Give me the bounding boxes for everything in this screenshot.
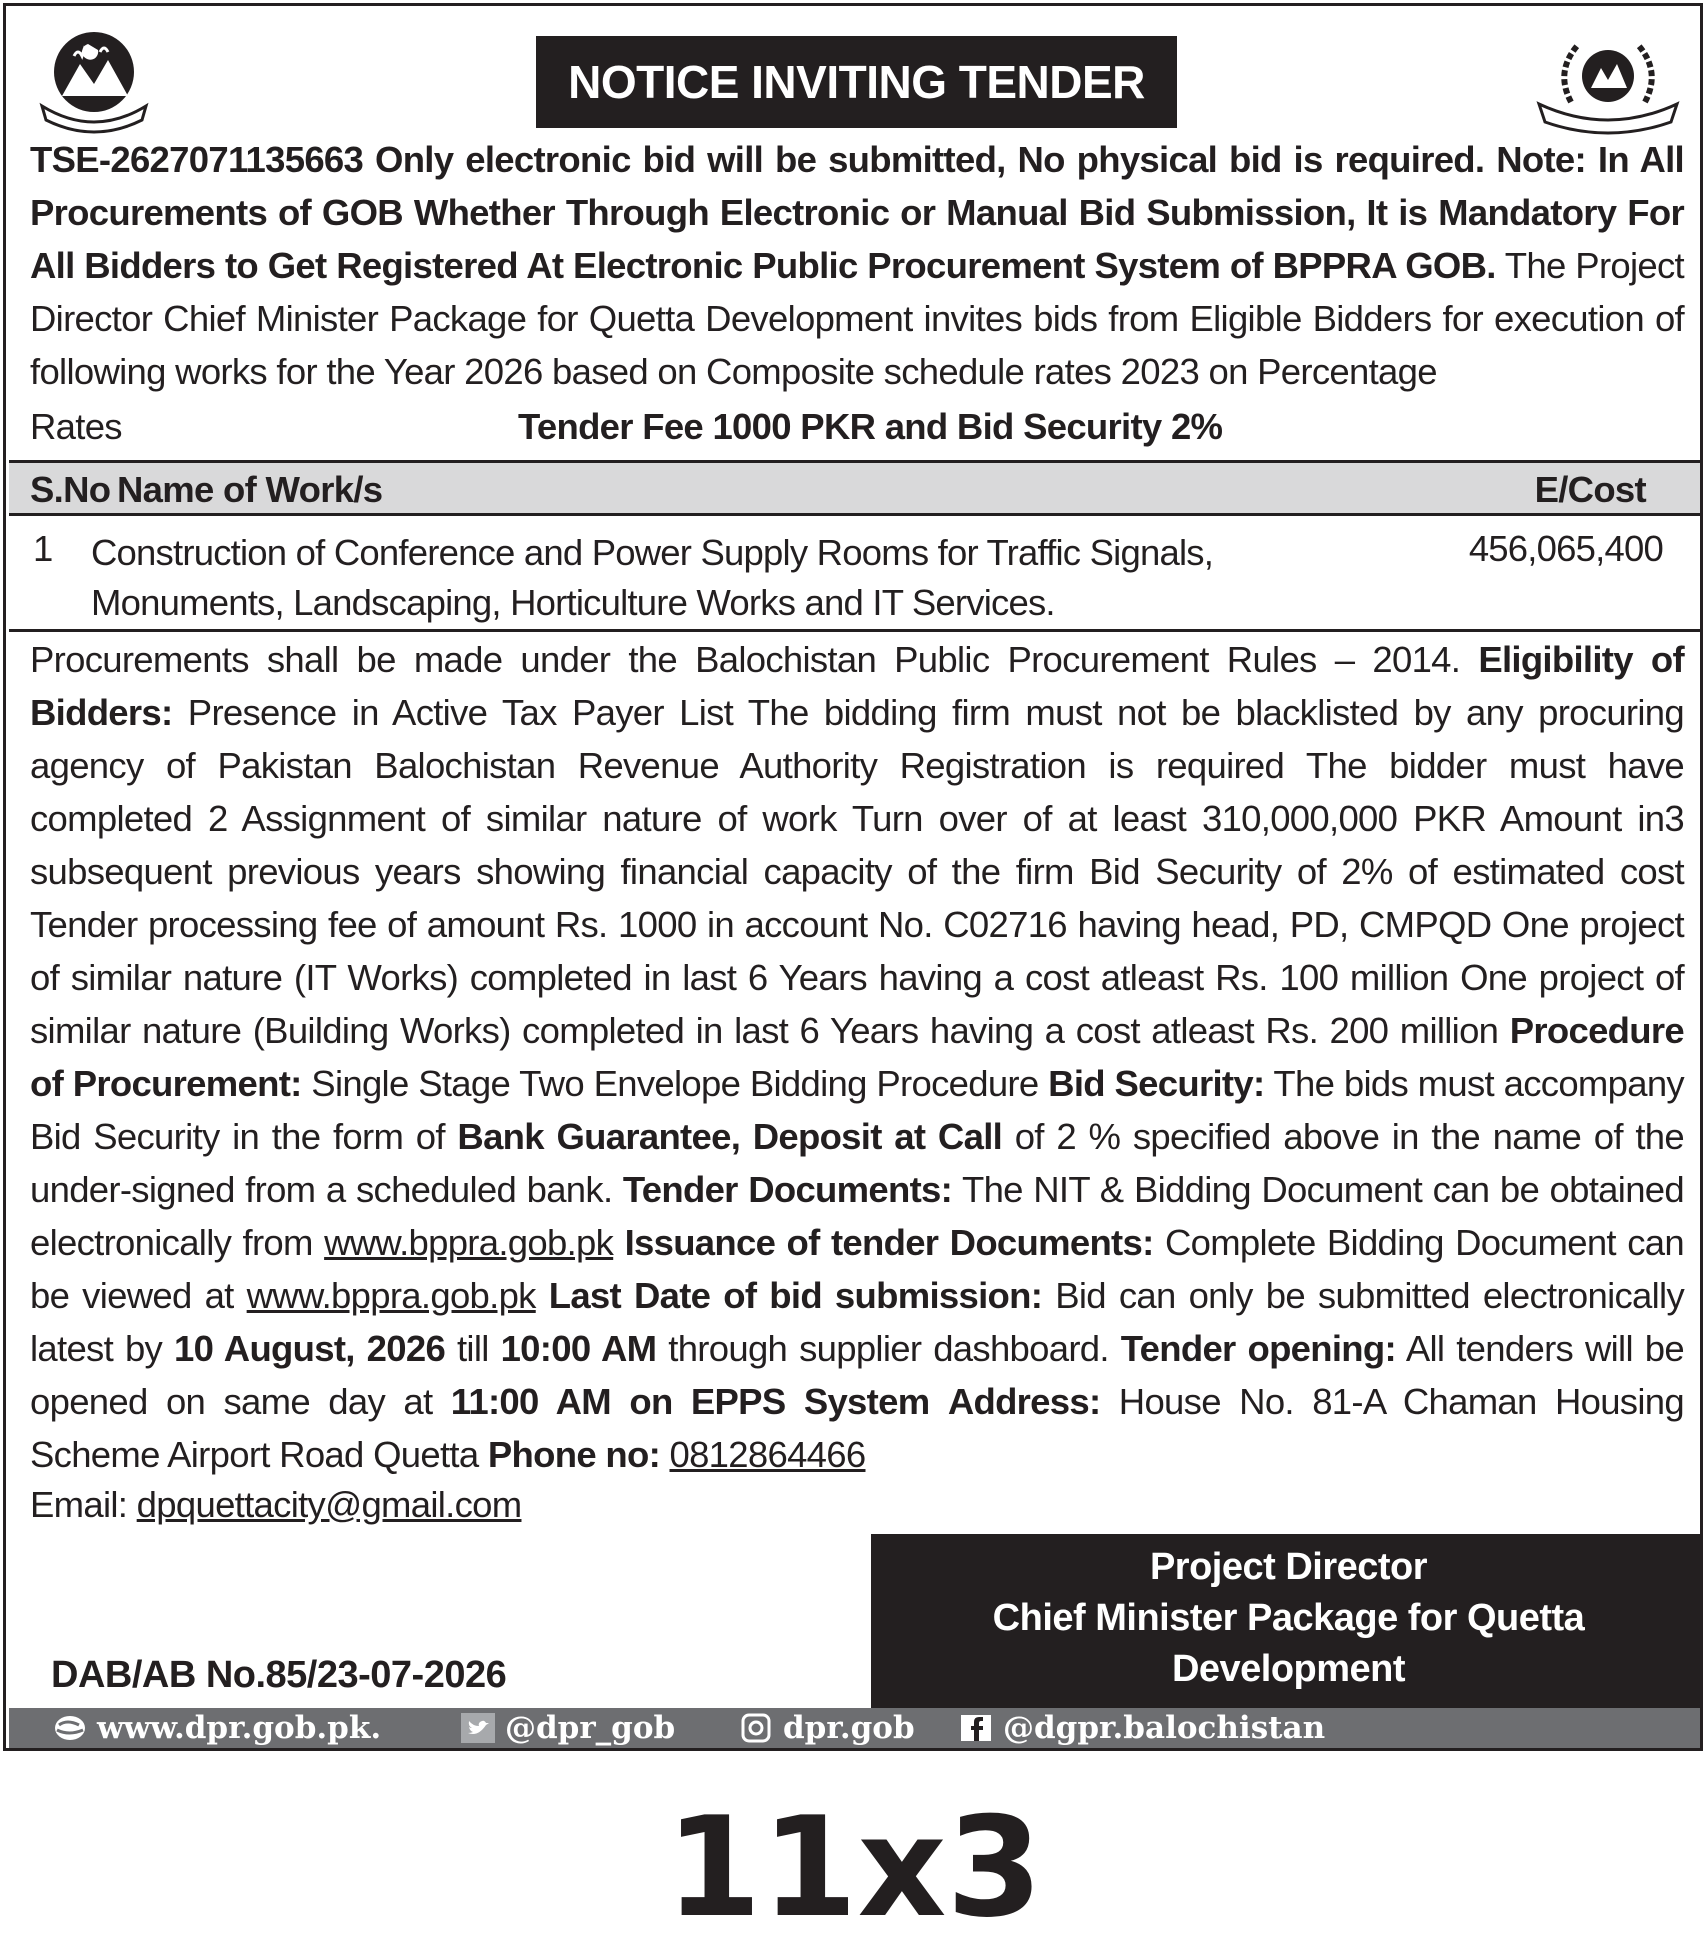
header-name-of-work: Name of Work/s (117, 469, 383, 510)
last-time: 10:00 AM (500, 1328, 657, 1369)
bid-security-text: The bids must accompany Bid Security in the form of (30, 1063, 1684, 1157)
facebook-icon (959, 1713, 993, 1743)
intro-paragraph (30, 133, 1684, 398)
rates-word: Rates (30, 406, 122, 447)
eligibility-text: Presence in Active Tax Payer List The bidding firm must not be blacklisted by any procuring agency of Pakistan Balochistan Revenue Authority Registration is required The bidder must have completed 2 Assignment of similar nature of work Turn over of at least 310,000,000 PKR Amount in3 subsequent previous years showing financial capacity of the firm Bid Security of 2% of estimated cost Tender processing fee of amount Rs. 1000 in account No. C02716 having head, PD, CMPQD One project of similar nature (IT Works) completed in last 6 Years having a cost atleast Rs. 100 million One project of similar nature (Building Works) completed in last 6 Years having a cost atleast Rs. 200 million (30, 692, 1684, 1051)
rates-line (30, 400, 1684, 453)
row-work-description (91, 528, 1241, 628)
works-table-header (9, 460, 1703, 516)
tender-documents-label: Tender Documents: (622, 1169, 953, 1210)
email-line (30, 1484, 521, 1526)
intro-bold-text: TSE-2627071135663 Only electronic bid will be submitted, No physical bid is required. Note: In All Procurements of GOB Whether Through Electronic or Manual Bid Submission, It is Mandatory For All Bidders to Get Registered At Electronic Public Procurement System of BPPRA GOB. (30, 139, 1684, 286)
footer-facebook[interactable]: @dgpr.balochistan (1003, 1710, 1326, 1746)
last-date-text: Bid can only be submitted electronically latest by (30, 1275, 1685, 1369)
footer-twitter[interactable]: @dpr_gob (505, 1710, 676, 1746)
procedure-text: Single Stage Two Envelope Bidding Procedure (311, 1063, 1039, 1104)
signature-line: Development (1171, 1648, 1406, 1690)
issuance-label: Issuance of tender Documents: (624, 1222, 1154, 1263)
header-estimated-cost: E/Cost (1534, 469, 1646, 510)
dab-number: DAB/AB No.85/23-07-2026 (51, 1654, 507, 1696)
last-date-till: till (456, 1328, 489, 1369)
row-sno: 1 (33, 528, 53, 569)
header-sno: S.No (30, 469, 111, 510)
eligibility-label: Eligibility of Bidders: (30, 639, 1684, 733)
tender-opening-text: All tenders will be opened on same day at (30, 1328, 1684, 1422)
email-label: Email: (30, 1484, 128, 1525)
footer-instagram[interactable]: dpr.gob (783, 1710, 915, 1746)
tender-fee: Tender Fee 1000 PKR and Bid Security 2% (518, 406, 1223, 447)
signature-line: Project Director (1149, 1546, 1428, 1588)
table-row (9, 516, 1703, 632)
row-work-line: Monuments, Landscaping, Horticulture Works and IT Services. (91, 582, 1055, 623)
last-date-label: Last Date of bid submission: (548, 1275, 1043, 1316)
bppra-link[interactable]: www.bppra.gob.pk (324, 1222, 614, 1263)
bid-security-form: Bank Guarantee, Deposit at Call (457, 1116, 1003, 1157)
signature-line: Chief Minister Package for Quetta (992, 1597, 1585, 1639)
instagram-icon (739, 1713, 773, 1743)
intro-text: The Project Director Chief Minister Package for Quetta Development invites bids from Eligible Bidders for execution of following works for the Year 2026 based on Composite schedule rates 2023 on Percentage (30, 245, 1684, 392)
issuance-text: Complete Bidding Document can be viewed at (30, 1222, 1684, 1316)
bid-security-text-2: of 2 % specified above in the name of the under-signed from a scheduled bank. (30, 1116, 1685, 1210)
footer-social-bar (9, 1708, 1703, 1751)
footer-website[interactable]: www.dpr.gob.pk. (97, 1710, 382, 1746)
rules-text: Procurements shall be made under the Balochistan Public Procurement Rules – 2014. (30, 639, 1461, 680)
bid-security-label: Bid Security: (1048, 1063, 1265, 1104)
address-text: House No. 81-A Chaman Housing Scheme Airport Road Quetta (30, 1381, 1684, 1475)
last-date-text-2: through supplier dashboard. (668, 1328, 1109, 1369)
signature-block (871, 1534, 1703, 1708)
tender-notice (3, 3, 1703, 1751)
tender-details (30, 633, 1684, 1481)
phone-number[interactable]: 0812864466 (669, 1434, 866, 1475)
row-cost: 456,065,400 (1468, 528, 1663, 569)
tender-documents-text: The NIT & Bidding Document can be obtained electronically from (30, 1169, 1684, 1263)
globe-icon (53, 1713, 87, 1743)
address-label: Address: (947, 1381, 1101, 1422)
notice-title: NOTICE INVITING TENDER (536, 36, 1177, 128)
phone-label: Phone no: (487, 1434, 661, 1475)
bppra-link-2[interactable]: www.bppra.gob.pk (246, 1275, 536, 1316)
balochistan-government-emblem-icon (36, 26, 152, 138)
dgpr-emblem-icon (1531, 32, 1685, 138)
tender-opening-time: 11:00 AM on EPPS System (450, 1381, 930, 1422)
last-date: 10 August, 2026 (174, 1328, 446, 1369)
tender-opening-label: Tender opening: (1120, 1328, 1396, 1369)
twitter-icon (461, 1713, 495, 1743)
ad-size: 11x3 (665, 1787, 1043, 1948)
procedure-label: Procedure of Procurement: (30, 1010, 1684, 1104)
email-link[interactable]: dpquettacity@gmail.com (136, 1484, 522, 1525)
row-work-line: Construction of Conference and Power Supply Rooms for Traffic Signals, (91, 532, 1214, 573)
